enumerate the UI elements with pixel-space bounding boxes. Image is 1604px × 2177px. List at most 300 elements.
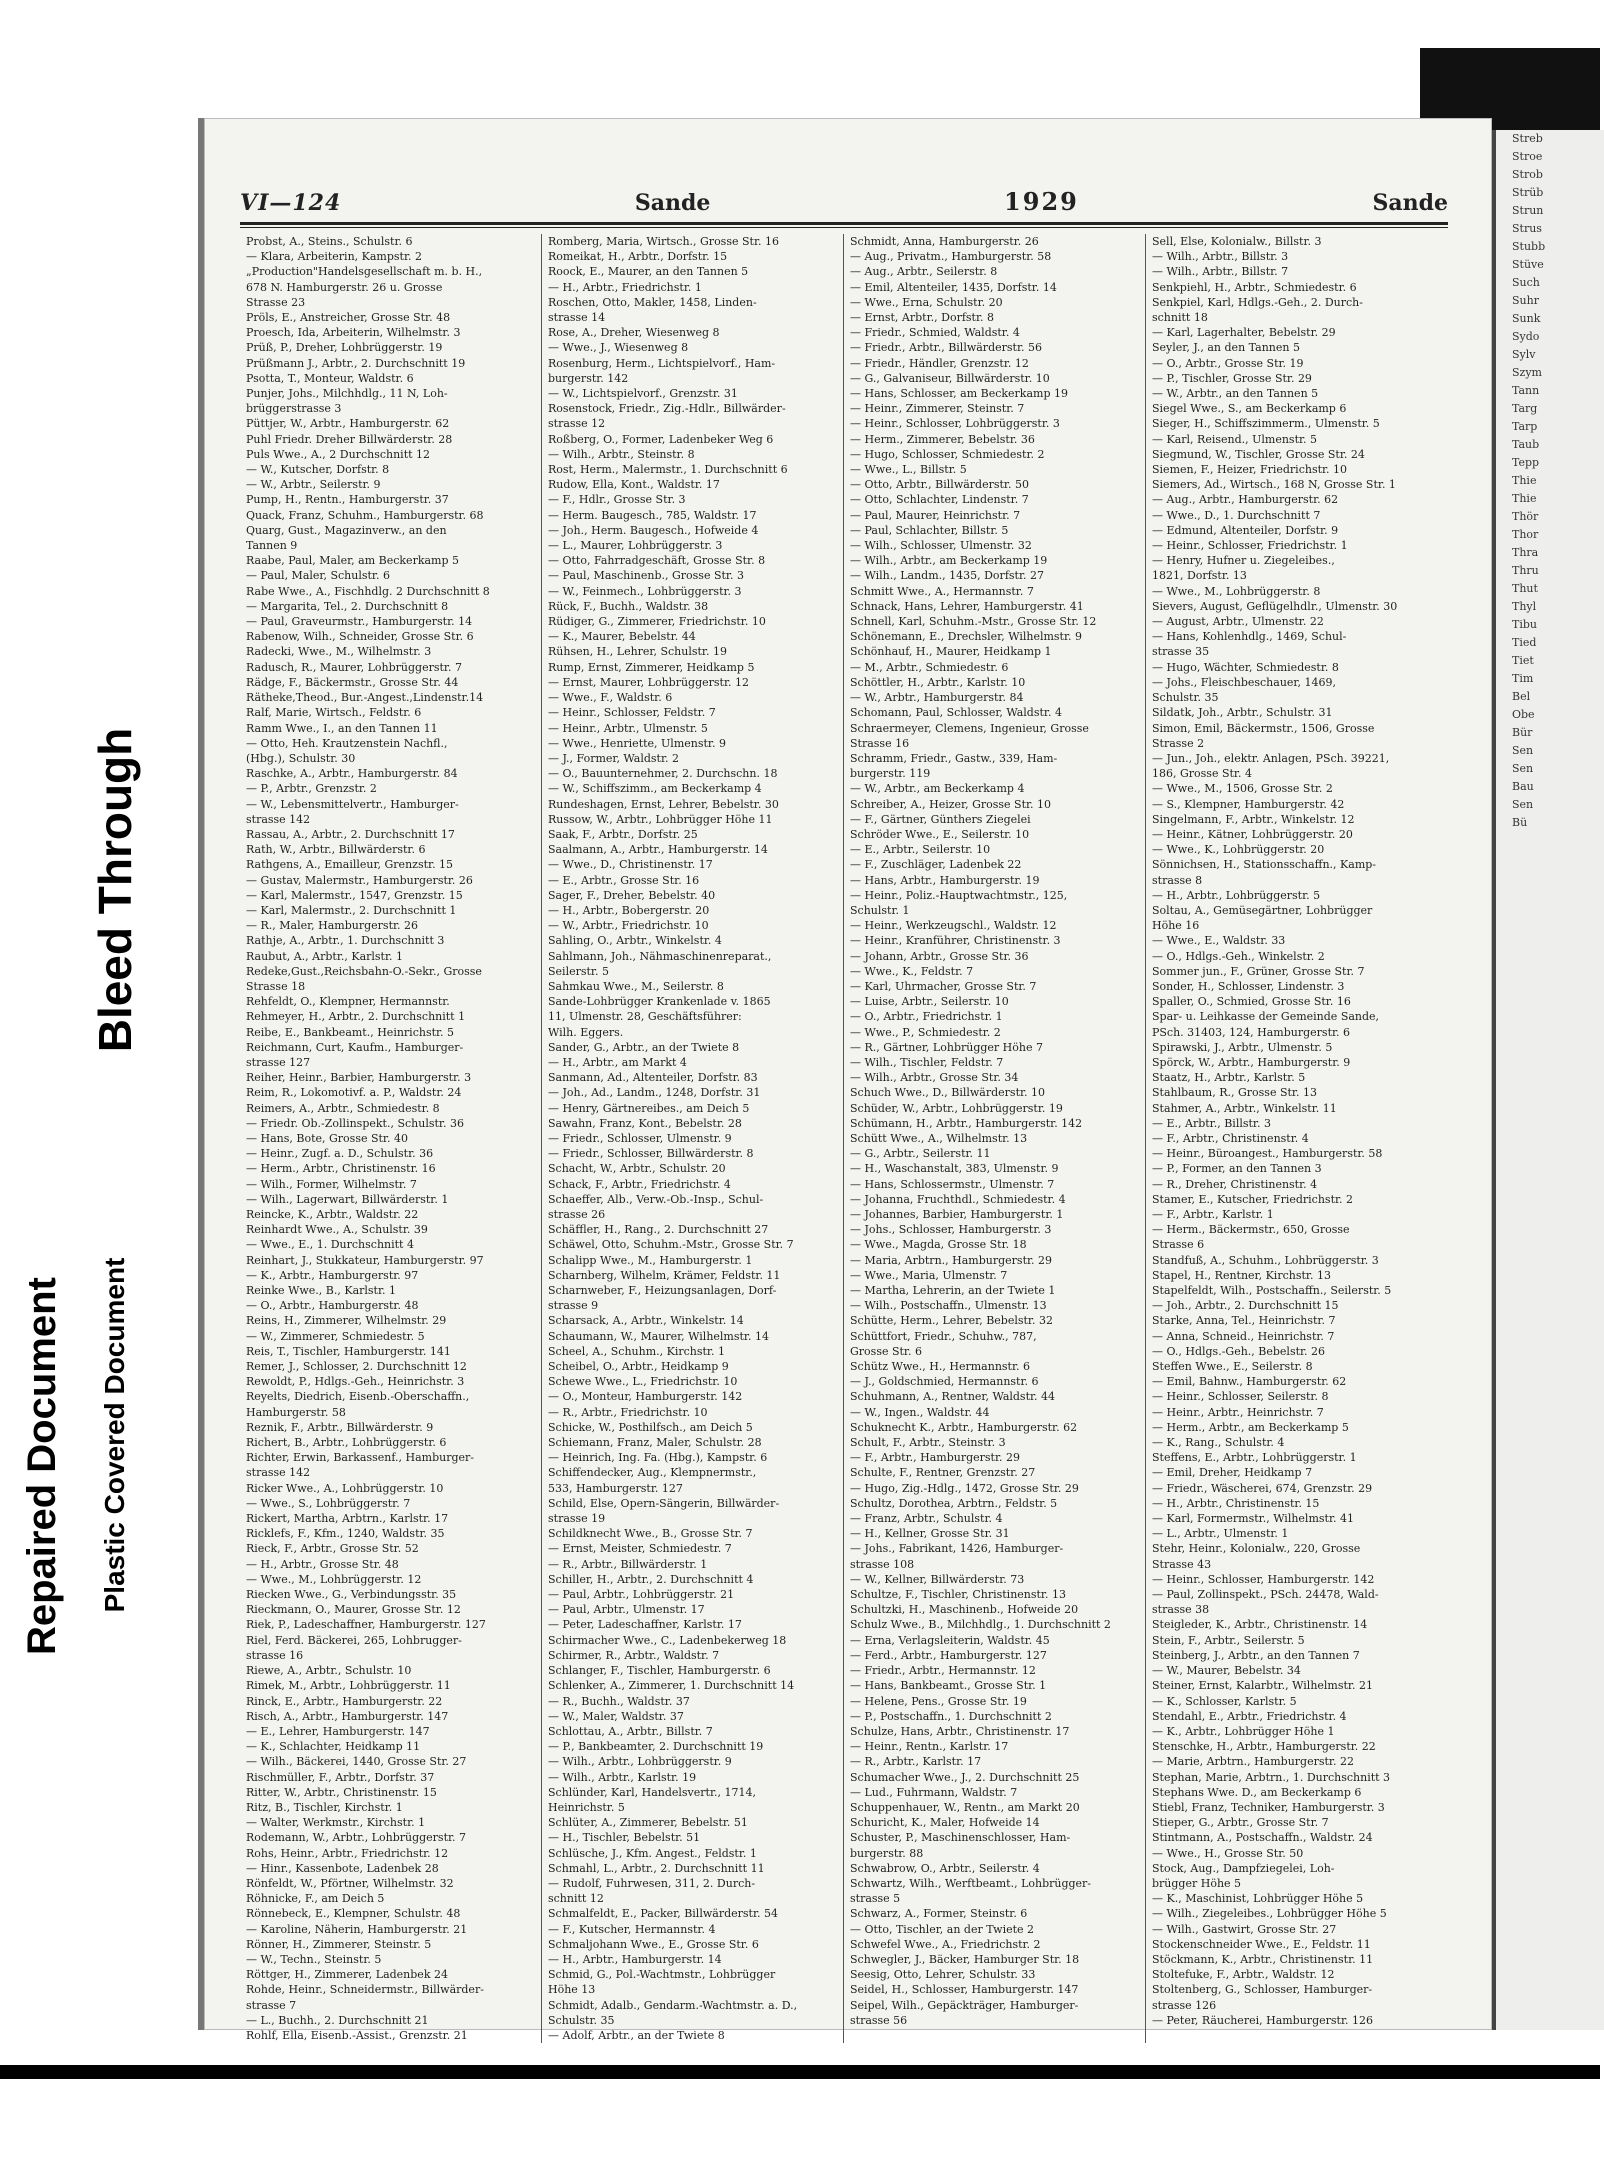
directory-entry: Reibe, E., Bankbeamt., Heinrichstr. 5 (246, 1025, 455, 1039)
directory-entry: — Otto, Arbtr., Billwärderstr. 50 (850, 478, 1029, 492)
directory-entry: — F., Gärtner, Günthers Ziegelei (850, 812, 1031, 826)
adjacent-page-fragment: Tied (1512, 636, 1537, 649)
directory-entry: Roschen, Otto, Makler, 1458, Linden- (548, 295, 757, 309)
directory-entry: Remer, J., Schlosser, 2. Durchschnitt 12 (246, 1360, 467, 1374)
directory-entry: — K., Schlosser, Karlstr. 5 (1152, 1694, 1297, 1708)
directory-entry: strasse 12 (548, 417, 606, 431)
page-number: VI—124 (240, 190, 342, 216)
directory-entry: Höhe 13 (548, 1983, 596, 1997)
directory-entry: Schirmer, R., Arbtr., Waldstr. 7 (548, 1648, 720, 1662)
directory-entry: — Wilh., Lagerwart, Billwärderstr. 1 (246, 1192, 449, 1206)
adjacent-page-fragment: Tann (1512, 384, 1540, 397)
directory-entry: — Karl, Formermstr., Wilhelmstr. 41 (1152, 1512, 1354, 1526)
directory-entry: Reiher, Heinr., Barbier, Hamburgerstr. 3 (246, 1071, 472, 1085)
adjacent-page-fragment: Stroe (1512, 150, 1543, 163)
directory-entry: — Heinr., Zimmerer, Steinstr. 7 (850, 402, 1025, 416)
directory-entry: Schlüsche, J., Kfm. Angest., Feldstr. 1 (548, 1846, 757, 1860)
directory-entry: Hamburgerstr. 58 (246, 1405, 346, 1419)
directory-entry: Schütz Wwe., H., Hermannstr. 6 (850, 1360, 1031, 1374)
adjacent-page-fragment: Obe (1512, 708, 1535, 721)
directory-entry: Roßberg, O., Former, Ladenbeker Weg 6 (548, 432, 774, 446)
directory-entry: strasse 142 (246, 812, 311, 826)
directory-entry: Ricker Wwe., A., Lohbrüggerstr. 10 (246, 1481, 444, 1495)
directory-entry: — Maria, Arbtrn., Hamburgerstr. 29 (850, 1253, 1053, 1267)
directory-entry: — S., Klempner, Hamburgerstr. 42 (1152, 797, 1345, 811)
directory-entry: — R., Arbtr., Karlstr. 17 (850, 1755, 982, 1769)
directory-entry: „Production"Handelsgesellschaft m. b. H., (246, 265, 483, 279)
directory-entry: Schwefel Wwe., A., Friedrichstr. 2 (850, 1937, 1041, 1951)
directory-entry: — O., Monteur, Hamburgerstr. 142 (548, 1390, 743, 1404)
directory-entry: — Wwe., L., Billstr. 5 (850, 463, 967, 477)
directory-entry: — Heinr., Arbtr., Heinrichstr. 7 (1152, 1405, 1324, 1419)
directory-entry: — Heinr., Rentn., Karlstr. 17 (850, 1740, 1009, 1754)
directory-entry: Sander, G., Arbtr., an der Twiete 8 (548, 1040, 740, 1054)
directory-entry: Sahlmann, Joh., Nähmaschinenreparat., (548, 949, 772, 963)
directory-entry: — W., Lichtspielvorf., Grenzstr. 31 (548, 387, 738, 401)
directory-entry: — Erna, Verlagsleiterin, Waldstr. 45 (850, 1633, 1050, 1647)
directory-entry: burgerstr. 119 (850, 767, 931, 781)
directory-entry: — Joh., Ad., Landm., 1248, Dorfstr. 31 (548, 1086, 761, 1100)
directory-entry: strasse 8 (1152, 873, 1203, 887)
directory-entry: Senkpiehl, H., Arbtr., Schmiedestr. 6 (1152, 280, 1357, 294)
directory-entry: — Hans, Schlosser, am Beckerkamp 19 (850, 387, 1068, 401)
directory-entry: Schwartz, Wilh., Werftbeamt., Lohbrügger- (850, 1876, 1092, 1890)
directory-entry: — Paul, Maler, Schulstr. 6 (246, 569, 390, 583)
directory-entry: Schiemann, Franz, Maler, Schulstr. 28 (548, 1436, 762, 1450)
adjacent-page-fragment: Strob (1512, 168, 1543, 181)
directory-entry: — Wwe., H., Grosse Str. 50 (1152, 1846, 1304, 1860)
directory-entry: Stehr, Heinr., Kolonialw., 220, Grosse (1152, 1542, 1361, 1556)
directory-entry: — G., Arbtr., Seilerstr. 11 (850, 1147, 991, 1161)
directory-entry: — J., Former, Waldstr. 2 (548, 751, 680, 765)
directory-entry: Stöckmann, K., Arbtr., Christinenstr. 11 (1152, 1952, 1374, 1966)
directory-entry: — W., Techn., Steinstr. 5 (246, 1952, 382, 1966)
directory-entry: — F., Arbtr., Karlstr. 1 (1152, 1208, 1274, 1221)
directory-entry: — Johs., Fabrikant, 1426, Hamburger- (850, 1542, 1064, 1556)
adjacent-page-fragment: Szym (1512, 366, 1542, 379)
directory-entry: Quarg, Gust., Magazinverw., an den (246, 523, 447, 537)
directory-entry: — Heinr., Büroangest., Hamburgerstr. 58 (1152, 1147, 1383, 1161)
directory-entry: — Herm., Zimmerer, Bebelstr. 36 (850, 432, 1035, 446)
directory-entry: — Rudolf, Fuhrwesen, 311, 2. Durch- (548, 1876, 756, 1890)
directory-entry: — Aug., Privatm., Hamburgerstr. 58 (850, 250, 1052, 264)
adjacent-page-fragment: Bel (1512, 690, 1531, 703)
adjacent-page-fragment: Tarp (1512, 420, 1538, 433)
directory-entry: Sanmann, Ad., Altenteiler, Dorfstr. 83 (548, 1071, 758, 1085)
directory-entry: Scharnberg, Wilhelm, Krämer, Feldstr. 11 (548, 1268, 781, 1282)
directory-entry: Rath, W., Arbtr., Billwärderstr. 6 (246, 843, 426, 857)
directory-entry: Rickert, Martha, Arbtrn., Karlstr. 17 (246, 1512, 449, 1526)
directory-entry: — Friedr., Schlosser, Ulmenstr. 9 (548, 1131, 732, 1145)
directory-entry: — O., Arbtr., Hamburgerstr. 48 (246, 1299, 419, 1313)
directory-entry: — Paul, Arbtr., Ulmenstr. 17 (548, 1603, 705, 1617)
adjacent-page-fragment: Thra (1512, 546, 1539, 559)
directory-entry: — K., Schlachter, Heidkamp 11 (246, 1740, 421, 1754)
directory-entry: Reincke, K., Arbtr., Waldstr. 22 (246, 1208, 419, 1221)
directory-entry: Strasse 6 (1152, 1238, 1205, 1252)
directory-entry: Rosenburg, Herm., Lichtspielvorf., Ham- (548, 356, 776, 370)
directory-entry: Rassau, A., Arbtr., 2. Durchschnitt 17 (246, 827, 455, 841)
directory-entry: Schulte, F., Rentner, Grenzstr. 27 (850, 1466, 1036, 1480)
directory-entry: Schütt Wwe., A., Wilhelmstr. 13 (850, 1131, 1028, 1145)
directory-entry: Stahmer, A., Arbtr., Winkelstr. 11 (1152, 1101, 1337, 1115)
adjacent-page-edge (1492, 130, 1604, 2030)
directory-entry: Siemers, Ad., Wirtsch., 168 N, Grosse Str. 1 (1152, 478, 1396, 492)
directory-entry: — Wwe., E., Waldstr. 33 (1152, 934, 1286, 948)
directory-entry: — E., Arbtr., Seilerstr. 10 (850, 843, 991, 857)
directory-entry: — Wilh., Schlosser, Ulmenstr. 32 (850, 539, 1032, 553)
directory-entry: Siegel Wwe., S., am Beckerkamp 6 (1152, 402, 1347, 416)
directory-entry: Reichmann, Curt, Kaufm., Hamburger- (246, 1040, 464, 1054)
directory-entry: Romeikat, H., Arbtr., Dorfstr. 15 (548, 250, 728, 264)
directory-entry: — Hans, Kohlenhdlg., 1469, Schul- (1152, 630, 1347, 644)
directory-entry: Rinck, E., Arbtr., Hamburgerstr. 22 (246, 1694, 443, 1708)
adjacent-page-fragment: Sydo (1512, 330, 1540, 343)
directory-entry: Schult, F., Arbtr., Steinstr. 3 (850, 1436, 1006, 1450)
directory-entry: — Wilh., Ziegeleibes., Lohbrügger Höhe 5 (1152, 1907, 1387, 1921)
directory-entry: — Friedr., Arbtr., Hermannstr. 12 (850, 1664, 1036, 1678)
directory-entry: — Hugo, Wächter, Schmiedestr. 8 (1152, 660, 1339, 674)
directory-entry: Schlüter, A., Zimmerer, Bebelstr. 51 (548, 1816, 748, 1830)
directory-entry: 1821, Dorfstr. 13 (1152, 569, 1247, 583)
directory-entry: Schlenker, A., Zimmerer, 1. Durchschnitt 14 (548, 1679, 795, 1693)
directory-entry: Rose, A., Dreher, Wiesenweg 8 (548, 326, 720, 340)
directory-entry: Ritz, B., Tischler, Kirchstr. 1 (246, 1800, 403, 1814)
directory-entry: — E., Arbtr., Grosse Str. 16 (548, 873, 700, 887)
directory-entry: Ralf, Marie, Wirtsch., Feldstr. 6 (246, 706, 422, 720)
directory-entry: 533, Hamburgerstr. 127 (548, 1481, 683, 1495)
directory-entry: (Hbg.), Schulstr. 30 (246, 751, 356, 765)
directory-entry: — F., Arbtr., Christinenstr. 4 (1152, 1131, 1309, 1145)
column-1 (240, 234, 542, 2043)
directory-entry: — E., Arbtr., Billstr. 3 (1152, 1116, 1271, 1130)
directory-entry: strasse 142 (246, 1466, 311, 1480)
directory-entry: burgerstr. 88 (850, 1846, 924, 1860)
directory-entry: Schmalfeldt, E., Packer, Billwärderstr. 54 (548, 1907, 778, 1921)
directory-entry: — E., Lehrer, Hamburgerstr. 147 (246, 1724, 430, 1738)
directory-entry: Stintmann, A., Postschaffn., Waldstr. 24 (1152, 1831, 1373, 1845)
directory-entry: Radecki, Wwe., M., Wilhelmstr. 3 (246, 645, 432, 659)
directory-entry: Siemen, F., Heizer, Friedrichstr. 10 (1152, 463, 1348, 477)
adjacent-page-fragment: Tiet (1512, 654, 1534, 667)
directory-entry: Schlanger, F., Tischler, Hamburgerstr. 6 (548, 1664, 771, 1678)
directory-entry: Schuch Wwe., D., Billwärderstr. 10 (850, 1086, 1046, 1100)
directory-entry: — Johann, Arbtr., Grosse Str. 36 (850, 949, 1029, 963)
directory-entry: — Johanna, Fruchthdl., Schmiedestr. 4 (850, 1192, 1066, 1206)
directory-entry: Schulz Wwe., B., Milchhdlg., 1. Durchschnitt 2 (850, 1618, 1111, 1632)
directory-entry: Stendahl, E., Arbtr., Friedrichstr. 4 (1152, 1709, 1347, 1723)
directory-entry: Schmaljohann Wwe., E., Grosse Str. 6 (548, 1937, 759, 1951)
directory-entry: — Walter, Werkmstr., Kirchstr. 1 (246, 1816, 426, 1830)
scan-margin-bottom (0, 2065, 1600, 2079)
directory-entry: — Hans, Arbtr., Hamburgerstr. 19 (850, 873, 1040, 887)
directory-entry: — Ernst, Maurer, Lohbrüggerstr. 12 (548, 675, 749, 689)
header-rule (240, 222, 1448, 225)
directory-entry: Punjer, Johs., Milchhdlg., 11 N, Loh- (246, 387, 448, 401)
directory-entry: Sievers, August, Geflügelhdlr., Ulmenstr. 30 (1152, 599, 1398, 613)
directory-entry: — K., Rang., Schulstr. 4 (1152, 1436, 1285, 1450)
directory-entry: — Wilh., Former, Wilhelmstr. 7 (246, 1177, 417, 1191)
directory-entry: Schmahl, L., Arbtr., 2. Durchschnitt 11 (548, 1861, 765, 1875)
directory-entry: — W., Lebensmittelvertr., Hamburger- (246, 797, 459, 811)
directory-entry: Stamer, E., Kutscher, Friedrichstr. 2 (1152, 1192, 1354, 1206)
directory-entry: — H., Arbtr., Friedrichstr. 1 (548, 280, 702, 294)
directory-entry: Schütte, Herm., Lehrer, Bebelstr. 32 (850, 1314, 1053, 1328)
directory-entry: Schmidt, Anna, Hamburgerstr. 26 (850, 235, 1039, 248)
directory-entry: Schack, F., Arbtr., Friedrichstr. 4 (548, 1177, 731, 1191)
directory-entry: Schiller, H., Arbtr., 2. Durchschnitt 4 (548, 1572, 754, 1586)
adjacent-page-fragment: Tim (1512, 672, 1534, 685)
directory-entry: Ricklefs, F., Kfm., 1240, Waldstr. 35 (246, 1527, 445, 1541)
directory-entry: strasse 9 (548, 1299, 599, 1313)
directory-entry: — Herm., Arbtr., am Beckerkamp 5 (1152, 1420, 1349, 1434)
adjacent-page-fragment: Targ (1512, 402, 1538, 415)
adjacent-page-fragment: Thie (1512, 492, 1537, 505)
directory-entry: Sildatk, Joh., Arbtr., Schulstr. 31 (1152, 706, 1333, 720)
directory-entry: — Heinr., Kätner, Lohbrüggerstr. 20 (1152, 827, 1353, 841)
directory-entry: — H., Tischler, Bebelstr. 51 (548, 1831, 701, 1845)
directory-entry: — Friedr., Händler, Grenzstr. 12 (850, 356, 1029, 370)
directory-entry: Schicke, W., Posthilfsch., am Deich 5 (548, 1420, 753, 1434)
directory-entry: Reznik, F., Arbtr., Billwärderstr. 9 (246, 1420, 434, 1434)
directory-entry: Stapel, H., Rentner, Kirchstr. 13 (1152, 1268, 1331, 1282)
directory-entry: — W., Arbtr., Hamburgerstr. 84 (850, 691, 1024, 705)
directory-entry: Scharsack, A., Arbtr., Winkelstr. 14 (548, 1314, 744, 1328)
directory-entry: Staatz, H., Arbtr., Karlstr. 5 (1152, 1071, 1306, 1085)
directory-entry: Seilerstr. 5 (548, 964, 609, 978)
directory-entry: — Peter, Räucherei, Hamburgerstr. 126 (1152, 2013, 1373, 2027)
directory-entry: Rönfeldt, W., Pförtner, Wilhelmstr. 32 (246, 1876, 454, 1890)
directory-entry: Prüß, P., Dreher, Lohbrüggerstr. 19 (246, 341, 443, 355)
directory-entry: Reimers, A., Arbtr., Schmiedestr. 8 (246, 1101, 440, 1115)
directory-entry: — R., Dreher, Christinenstr. 4 (1152, 1177, 1318, 1191)
scan-margin-top (0, 0, 1600, 48)
directory-entry: — Joh., Herm. Baugesch., Hofweide 4 (548, 523, 759, 537)
directory-entry: — Johannes, Barbier, Hamburgerstr. 1 (850, 1208, 1064, 1221)
directory-entry: Siegmund, W., Tischler, Grosse Str. 24 (1152, 447, 1365, 461)
directory-entry: Steigleder, K., Arbtr., Christinenstr. 14 (1152, 1618, 1368, 1632)
directory-entry: Rohlf, Ella, Eisenb.-Assist., Grenzstr. 21 (246, 2028, 468, 2042)
directory-entry: Spörck, W., Arbtr., Hamburgerstr. 9 (1152, 1055, 1351, 1069)
adjacent-page-fragment: Tibu (1512, 618, 1537, 631)
directory-entry: — K., Maschinist, Lohbrügger Höhe 5 (1152, 1892, 1364, 1906)
directory-entry: — Heinr., Schlosser, Feldstr. 7 (548, 706, 716, 720)
directory-page (198, 118, 1492, 2042)
bleed-through-label: Bleed Through (89, 727, 141, 1053)
directory-entry: — Anna, Schneid., Heinrichstr. 7 (1152, 1329, 1335, 1343)
directory-entry: — Karl, Reisend., Ulmenstr. 5 (1152, 432, 1318, 446)
directory-entry: — O., Hdlgs.-Geh., Winkelstr. 2 (1152, 949, 1325, 963)
directory-entry: Stephan, Marie, Arbtrn., 1. Durchschnitt 3 (1152, 1770, 1391, 1784)
directory-entry: — Gustav, Malermstr., Hamburgerstr. 26 (246, 873, 473, 887)
directory-entry: Rundeshagen, Ernst, Lehrer, Bebelstr. 30 (548, 797, 779, 811)
directory-entry: — P., Former, an den Tannen 3 (1152, 1162, 1322, 1176)
directory-entry: — Heinr., Schlosser, Hamburgerstr. 142 (1152, 1572, 1375, 1586)
directory-entry: Stephans Wwe. D., am Beckerkamp 6 (1152, 1785, 1362, 1799)
directory-entry: Rieck, F., Arbtr., Grosse Str. 52 (246, 1542, 419, 1556)
directory-entry: — O., Hdlgs.-Geh., Bebelstr. 26 (1152, 1344, 1326, 1358)
column-4 (1146, 234, 1448, 2043)
directory-entry: — P., Bankbeamter, 2. Durchschnitt 19 (548, 1740, 764, 1754)
adjacent-page-fragment: Thyl (1512, 600, 1537, 613)
directory-entry: Puhl Friedr. Dreher Billwärderstr. 28 (246, 432, 453, 446)
directory-entry: strasse 56 (850, 2013, 908, 2027)
directory-entry: — Otto, Heh. Krautzenstein Nachfl., (246, 736, 448, 750)
directory-entry: Schaeffer, Alb., Verw.-Ob.-Insp., Schul- (548, 1192, 764, 1206)
adjacent-page-fragment: Bür (1512, 726, 1533, 739)
directory-entry: — Ernst, Arbtr., Dorfstr. 8 (850, 311, 995, 325)
directory-entry: Schildknecht Wwe., B., Grosse Str. 7 (548, 1527, 753, 1541)
directory-entry: Probst, A., Steins., Schulstr. 6 (246, 235, 413, 248)
directory-entry: Radusch, R., Maurer, Lohbrüggerstr. 7 (246, 660, 462, 674)
directory-entry: Schultze, F., Tischler, Christinenstr. 13 (850, 1588, 1066, 1602)
directory-entry: — W., Arbtr., Friedrichstr. 10 (548, 919, 709, 933)
directory-entry: Sager, F., Dreher, Bebelstr. 40 (548, 888, 716, 902)
directory-entry: Steffens, E., Arbtr., Lohbrüggerstr. 1 (1152, 1451, 1357, 1465)
directory-entry: Schaumann, W., Maurer, Wilhelmstr. 14 (548, 1329, 769, 1343)
directory-entry: Schomann, Paul, Schlosser, Waldstr. 4 (850, 706, 1062, 720)
directory-entry: Scharnweber, F., Heizungsanlagen, Dorf- (548, 1284, 777, 1298)
directory-entry: — Wwe., Erna, Schulstr. 20 (850, 295, 1003, 309)
directory-entry: — Wilh., Gastwirt, Grosse Str. 27 (1152, 1922, 1337, 1936)
header-title-left: Sande (634, 190, 711, 216)
directory-entry: Puls Wwe., A., 2 Durchschnitt 12 (246, 447, 431, 461)
directory-entry: Schuknecht K., Arbtr., Hamburgerstr. 62 (850, 1420, 1078, 1434)
directory-entry: Sönnichsen, H., Stationsschaffn., Kamp- (1152, 858, 1377, 872)
directory-entry: — Martha, Lehrerin, an der Twiete 1 (850, 1284, 1056, 1298)
directory-entry: — Hugo, Zig.-Hdlg., 1472, Grosse Str. 29 (850, 1481, 1079, 1495)
directory-entry: Schönhauf, H., Maurer, Heidkamp 1 (850, 645, 1052, 659)
directory-entry: — Wilh., Postschaffn., Ulmenstr. 13 (850, 1299, 1047, 1313)
directory-entry: — W., Maler, Waldstr. 37 (548, 1709, 684, 1723)
directory-entry: Stockenschneider Wwe., E., Feldstr. 11 (1152, 1937, 1371, 1951)
directory-entry: Stahlbaum, R., Grosse Str. 13 (1152, 1086, 1317, 1100)
directory-entry: — Hans, Bote, Grosse Str. 40 (246, 1131, 408, 1145)
directory-entry: — Peter, Ladeschaffner, Karlstr. 17 (548, 1618, 742, 1632)
directory-entry: Schiffendecker, Aug., Klempnermstr., (548, 1466, 757, 1480)
directory-entry: — W., Ingen., Waldstr. 44 (850, 1405, 990, 1419)
adjacent-page-fragment: Taub (1512, 438, 1540, 451)
directory-entry: Saak, F., Arbtr., Dorfstr. 25 (548, 827, 698, 841)
directory-entry: Prüßmann J., Arbtr., 2. Durchschnitt 19 (246, 356, 466, 370)
directory-entry: — W., Arbtr., an den Tannen 5 (1152, 387, 1319, 401)
directory-entry: — H., Arbtr., Hamburgerstr. 14 (548, 1952, 722, 1966)
directory-entry: — Helene, Pens., Grosse Str. 19 (850, 1694, 1027, 1708)
directory-entry: Seyler, J., an den Tannen 5 (1152, 341, 1300, 355)
directory-entry: Reinhardt Wwe., A., Schulstr. 39 (246, 1223, 428, 1237)
directory-entry: — Wwe., F., Waldstr. 6 (548, 691, 673, 705)
directory-entry: — O., Arbtr., Friedrichstr. 1 (850, 1010, 1003, 1024)
directory-entry: — W., Feinmech., Lohbrüggerstr. 3 (548, 584, 742, 598)
directory-entry: — W., Schiffszimm., am Beckerkamp 4 (548, 782, 762, 796)
directory-entry: — Aug., Arbtr., Seilerstr. 8 (850, 265, 998, 279)
directory-entry: Romberg, Maria, Wirtsch., Grosse Str. 16 (548, 235, 779, 248)
directory-entry: — Wilh., Arbtr., Karlstr. 19 (548, 1770, 697, 1784)
directory-entry: Richter, Erwin, Barkassenf., Hamburger- (246, 1451, 474, 1465)
directory-entry: — Aug., Arbtr., Hamburgerstr. 62 (1152, 493, 1339, 507)
adjacent-page-fragment: Thie (1512, 474, 1537, 487)
directory-entry: — H., Arbtr., Grosse Str. 48 (246, 1557, 399, 1571)
directory-entry: Rudow, Ella, Kont., Waldstr. 17 (548, 478, 720, 492)
directory-entry: — M., Arbtr., Schmiedestr. 6 (850, 660, 1009, 674)
directory-entry: Proesch, Ida, Arbeiterin, Wilhelmstr. 3 (246, 326, 461, 340)
directory-entry: Strasse 43 (1152, 1557, 1212, 1571)
directory-entry: — R., Gärtner, Lohbrügger Höhe 7 (850, 1040, 1043, 1054)
directory-entry: Rohde, Heinr., Schneidermstr., Billwärder- (246, 1983, 484, 1997)
directory-entry: — W., Maurer, Bebelstr. 34 (1152, 1664, 1301, 1678)
adjacent-page-fragment: Sen (1512, 762, 1534, 775)
adjacent-page-fragment: Bü (1512, 816, 1528, 829)
directory-entry: Sommer jun., F., Grüner, Grosse Str. 7 (1152, 964, 1365, 978)
directory-entry: — Wwe., K., Lohbrüggerstr. 20 (1152, 843, 1325, 857)
directory-entry: — L., Maurer, Lohbrüggerstr. 3 (548, 539, 723, 553)
directory-entry: — Heinr., Kranführer, Christinenstr. 3 (850, 934, 1061, 948)
directory-entry: Schäffler, H., Rang., 2. Durchschnitt 27 (548, 1223, 769, 1237)
directory-entry: — Wilh., Arbtr., Billstr. 7 (1152, 265, 1289, 279)
directory-entry: — Hugo, Schlosser, Schmiedestr. 2 (850, 447, 1045, 461)
directory-entry: Reis, T., Tischler, Hamburgerstr. 141 (246, 1344, 451, 1358)
directory-entry: strasse 26 (548, 1208, 606, 1221)
directory-entry: Reins, H., Zimmerer, Wilhelmstr. 29 (246, 1314, 447, 1328)
directory-entry: — Karoline, Näherin, Hamburgerstr. 21 (246, 1922, 468, 1936)
directory-entry: Rodemann, W., Arbtr., Lohbrüggerstr. 7 (246, 1831, 467, 1845)
directory-entry: Schirmacher Wwe., C., Ladenbekerweg 18 (548, 1633, 787, 1647)
directory-entry: Raubut, A., Arbtr., Karlstr. 1 (246, 949, 404, 963)
directory-entry: 11, Ulmenstr. 28, Geschäftsführer: (548, 1010, 742, 1024)
directory-entry: — Wilh., Arbtr., Lohbrüggerstr. 9 (548, 1755, 732, 1769)
directory-entry: — Wwe., Maria, Ulmenstr. 7 (850, 1268, 1008, 1282)
directory-entry: Rathje, A., Arbtr., 1. Durchschnitt 3 (246, 934, 445, 948)
adjacent-page-fragment: Sylv (1512, 348, 1536, 361)
directory-entry: Singelmann, F., Arbtr., Winkelstr. 12 (1152, 812, 1355, 826)
directory-entry: Risch, A., Arbtr., Hamburgerstr. 147 (246, 1709, 449, 1723)
directory-entry: Schöttler, H., Arbtr., Karlstr. 10 (850, 675, 1026, 689)
directory-entry: PSch. 31403, 124, Hamburgerstr. 6 (1152, 1025, 1351, 1039)
directory-entry: — Wwe., Magda, Grosse Str. 18 (850, 1238, 1027, 1252)
directory-entry: — Wwe., P., Schmiedestr. 2 (850, 1025, 1001, 1039)
directory-entry: Schröder Wwe., E., Seilerstr. 10 (850, 827, 1030, 841)
directory-entry: — Wilh., Arbtr., am Beckerkamp 19 (850, 554, 1048, 568)
directory-entry: — Johs., Schlosser, Hamburgerstr. 3 (850, 1223, 1052, 1237)
directory-entry: — W., Zimmerer, Schmiedestr. 5 (246, 1329, 425, 1343)
directory-entry: Schäwel, Otto, Schuhm.-Mstr., Grosse Str. 7 (548, 1238, 794, 1252)
directory-entry: — H., Arbtr., Christinenstr. 15 (1152, 1496, 1320, 1510)
directory-entry: Soltau, A., Gemüsegärtner, Lohbrügger (1152, 903, 1373, 917)
directory-entry: — Hinr., Kassenbote, Ladenbek 28 (246, 1861, 439, 1875)
directory-entry: 186, Grosse Str. 4 (1152, 767, 1252, 781)
directory-entry: Schalipp Wwe., M., Hamburgerstr. 1 (548, 1253, 753, 1267)
directory-entry: Steinberg, J., Arbtr., an den Tannen 7 (1152, 1648, 1360, 1662)
directory-entry: — Heinr., Poliz.-Hauptwachtmstr., 125, (850, 888, 1068, 902)
directory-entry: — F., Kutscher, Hermannstr. 4 (548, 1922, 716, 1936)
directory-entry: strasse 14 (548, 311, 606, 325)
directory-entry: Stenschke, H., Arbtr., Hamburgerstr. 22 (1152, 1740, 1376, 1754)
column-3 (844, 234, 1146, 2043)
directory-entry: Schulze, Hans, Arbtr., Christinenstr. 17 (850, 1724, 1070, 1738)
directory-entry: Stiebl, Franz, Techniker, Hamburgerstr. 3 (1152, 1800, 1385, 1814)
directory-entry: — Hans, Schlossermstr., Ulmenstr. 7 (850, 1177, 1055, 1191)
directory-entry: Seidel, H., Schlosser, Hamburgerstr. 147 (850, 1983, 1079, 1997)
directory-entry: — Otto, Tischler, an der Twiete 2 (850, 1922, 1035, 1936)
directory-entry: — O., Arbtr., Grosse Str. 19 (1152, 356, 1304, 370)
directory-entry: — Wilh., Arbtr., Steinstr. 8 (548, 447, 695, 461)
directory-entry: — Friedr., Schlosser, Billwärderstr. 8 (548, 1147, 754, 1161)
directory-entry: — Paul, Graveurmstr., Hamburgerstr. 14 (246, 615, 473, 629)
directory-entry: — Heinr., Schlosser, Seilerstr. 8 (1152, 1390, 1329, 1404)
directory-entry: Rabenow, Wilh., Schneider, Grosse Str. 6 (246, 630, 474, 644)
directory-entry: Psotta, T., Monteur, Waldstr. 6 (246, 371, 414, 385)
directory-entry: Schultz, Dorothea, Arbtrn., Feldstr. 5 (850, 1496, 1058, 1510)
